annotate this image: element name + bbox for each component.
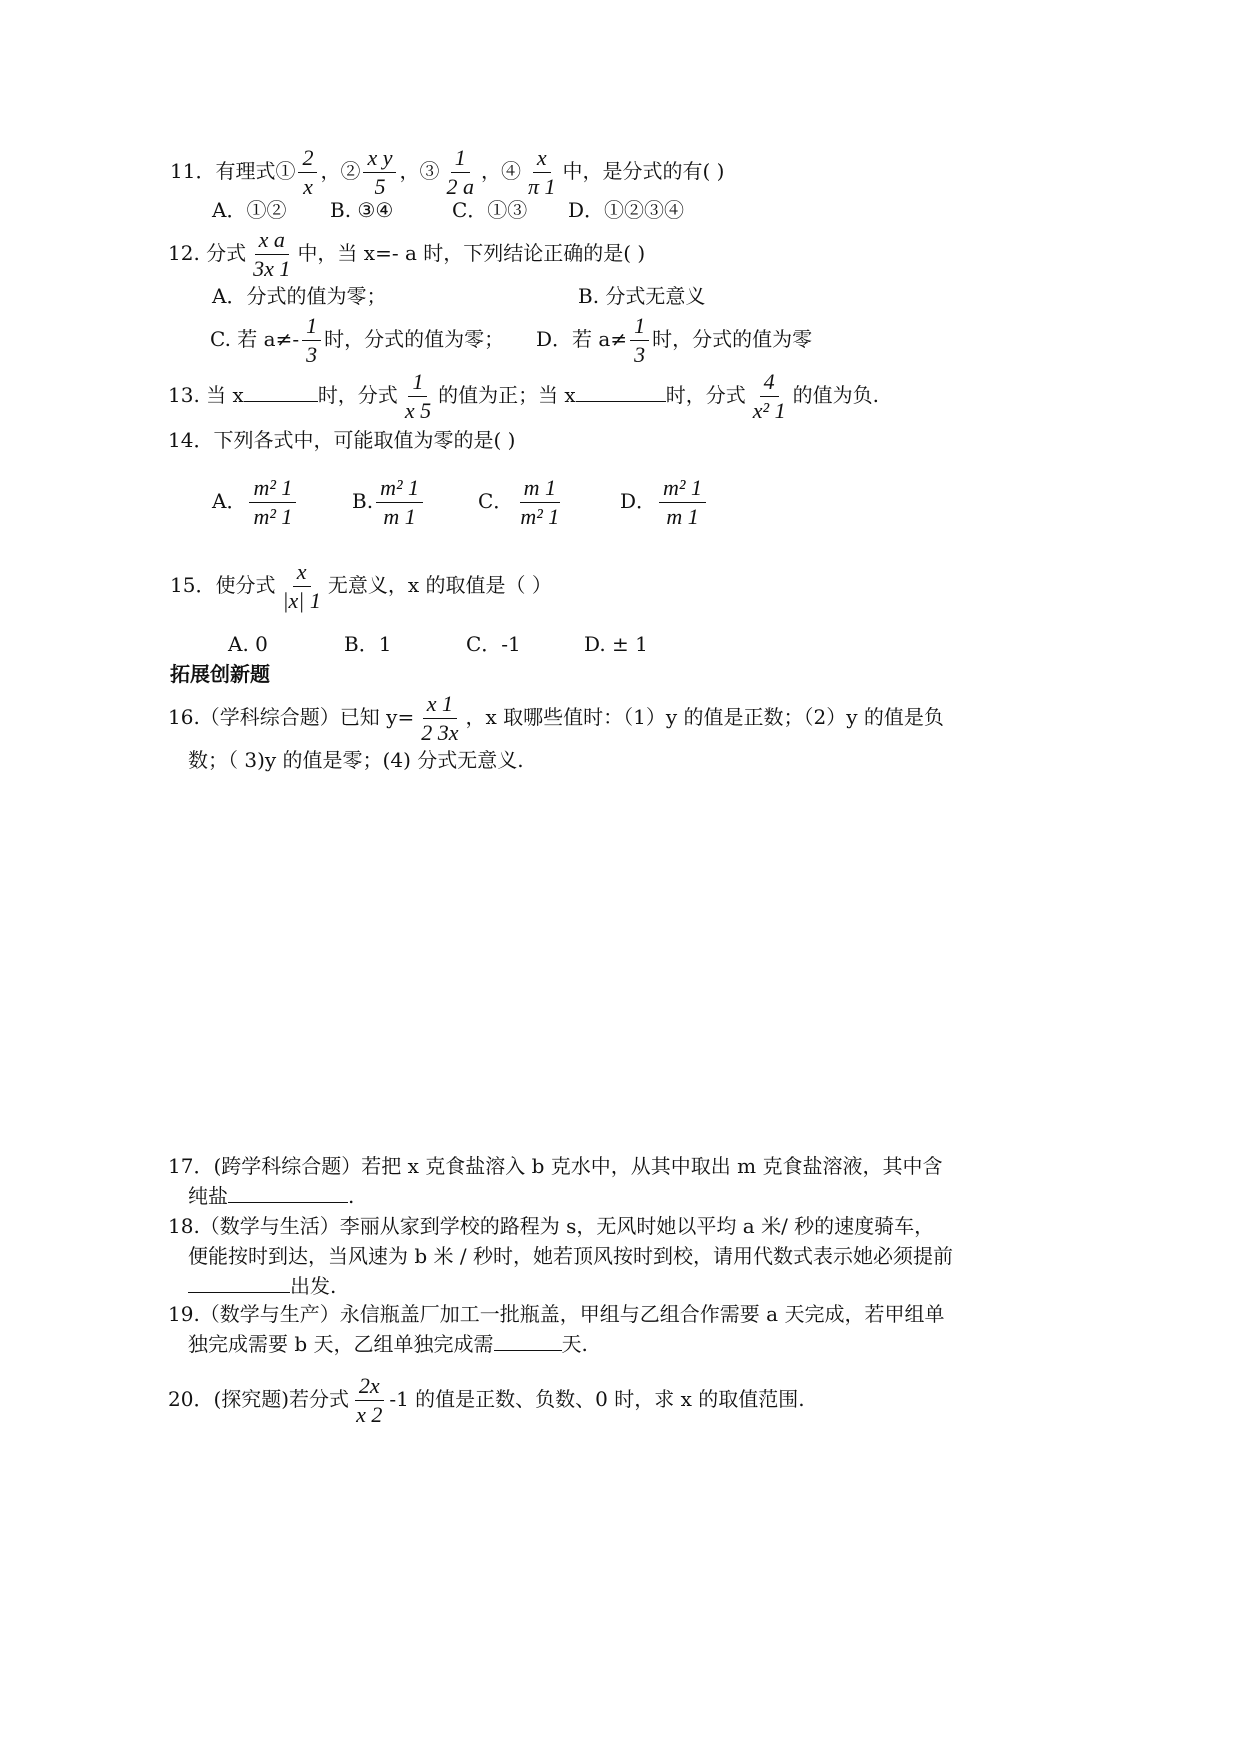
q11-stem: 11．有理式① — [170, 159, 296, 183]
q17-line-2: 纯盐 . — [188, 1184, 355, 1208]
q13-fraction-1: $\frac{1}{x 5}$ — [404, 369, 432, 423]
q11-option-d: D．①②③④ — [568, 198, 685, 222]
q19-line-2: 独完成需要 b 天，乙组单独完成需 天. — [188, 1332, 588, 1356]
q15-option-c: C．-1 — [466, 632, 521, 656]
q11-fraction-1: $\frac{2}{x}$ — [298, 146, 317, 199]
q15-option-b: B．1 — [344, 632, 392, 656]
q15-option-d: D. ± 1 — [584, 632, 648, 656]
q11-option-a: A．①② — [212, 198, 287, 222]
q14-option-a: A． $\frac{\text{m² 1}}{\text{m² 1}}$ — [212, 476, 299, 529]
q19-blank — [494, 1332, 562, 1351]
question-17: 17．(跨学科综合题）若把 x 克食盐溶入 b 克水中，从其中取出 m 克食盐溶液，其中含 — [168, 1154, 943, 1178]
q12-fraction: $\frac{\text{x a}}{3x 1}$ — [253, 227, 291, 281]
question-12: 12. 分式 $\frac{\text{x a}}{3x 1}$ 中，当 x=- a 时，下列结论正确的是( ) — [168, 227, 646, 281]
q12-option-c: C. 若 a≠- $\frac{1}{3}$ 时，分式的值为零； — [210, 313, 505, 367]
q18-blank — [188, 1274, 290, 1293]
question-19: 19.（数学与生产）永信瓶盖厂加工一批瓶盖，甲组与乙组合作需要 a 天完成，若甲组单 — [168, 1302, 945, 1326]
q14-option-b: B. $\frac{\text{m² 1}}{m 1}$ — [352, 476, 426, 529]
question-15: 15．使分式 $\frac{x}{|x| 1}$ 无意义，x 的取值是（ ） — [170, 559, 552, 613]
q11-option-c: C．①③ — [452, 198, 528, 222]
q16-fraction: $\frac{x 1}{2 3x}$ — [421, 691, 459, 745]
q14-option-c: C． $\frac{m 1}{\text{m² 1}}$ — [478, 475, 560, 529]
question-14: 14．下列各式中，可能取值为零的是( ) — [168, 428, 516, 452]
q14-option-d: D． $\frac{\text{m² 1}}{m 1}$ — [620, 476, 709, 529]
q11-fraction-3: $\frac{1}{2 a}$ — [446, 145, 474, 199]
q13-blank-1 — [244, 383, 318, 402]
q12-option-a: A．分式的值为零； — [212, 284, 387, 308]
q16-line-2: 数；（ 3)y 的值是零；(4) 分式无意义. — [188, 748, 524, 772]
question-16: 16.（学科综合题）已知 y= $\frac{x 1}{2 3x}$ ，x 取哪些值时：（1）y 的值是正数；（2）y 的值是负 — [168, 691, 944, 745]
question-11: 11．有理式① $\frac{2}{x}$ ，② $\frac{\text{x y}}{5}$ ，③ $\frac{1}{2 a}$ ，④ $\frac{x}{\pi 1}$ 中，是分式的有( ) — [170, 145, 725, 199]
q12-option-b: B. 分式无意义 — [578, 284, 706, 308]
q13-blank-2 — [576, 383, 666, 402]
q15-option-a: A. 0 — [228, 632, 268, 656]
question-18: 18.（数学与生活）李丽从家到学校的路程为 s，无风时她以平均 a 米/ 秒的速度骑车， — [168, 1214, 935, 1238]
question-20: 20．(探究题)若分式 $\frac{2x}{x 2}$ -1 的值是正数、负数、0 时，求 x 的取值范围. — [168, 1373, 805, 1427]
q11-fraction-2: $\frac{\text{x y}}{5}$ — [363, 146, 396, 199]
q11-fraction-4: $\frac{x}{\pi 1}$ — [527, 145, 556, 199]
q13-fraction-2: $\frac{4}{\text{x² 1}}$ — [752, 369, 786, 423]
section-heading: 拓展创新题 — [170, 662, 270, 686]
q18-line-2: 便能按时到达，当风速为 b 米 / 秒时，她若顶风按时到校，请用代数式表示她必须提前 — [188, 1244, 953, 1268]
q20-fraction: $\frac{2x}{x 2}$ — [356, 1373, 383, 1427]
q18-line-3: 出发. — [188, 1274, 336, 1298]
question-13: 13. 当 x 时，分式 $\frac{1}{x 5}$ 的值为正；当 x 时，分式 $\frac{4}{\text{x² 1}}$ 的值为负. — [168, 369, 879, 423]
q17-blank — [228, 1184, 348, 1203]
q12-option-d: D．若 a≠ $\frac{1}{3}$ 时，分式的值为零 — [536, 313, 813, 367]
q11-option-b: B. ③④ — [330, 198, 394, 222]
q15-fraction: $\frac{x}{|x| 1}$ — [282, 559, 321, 613]
